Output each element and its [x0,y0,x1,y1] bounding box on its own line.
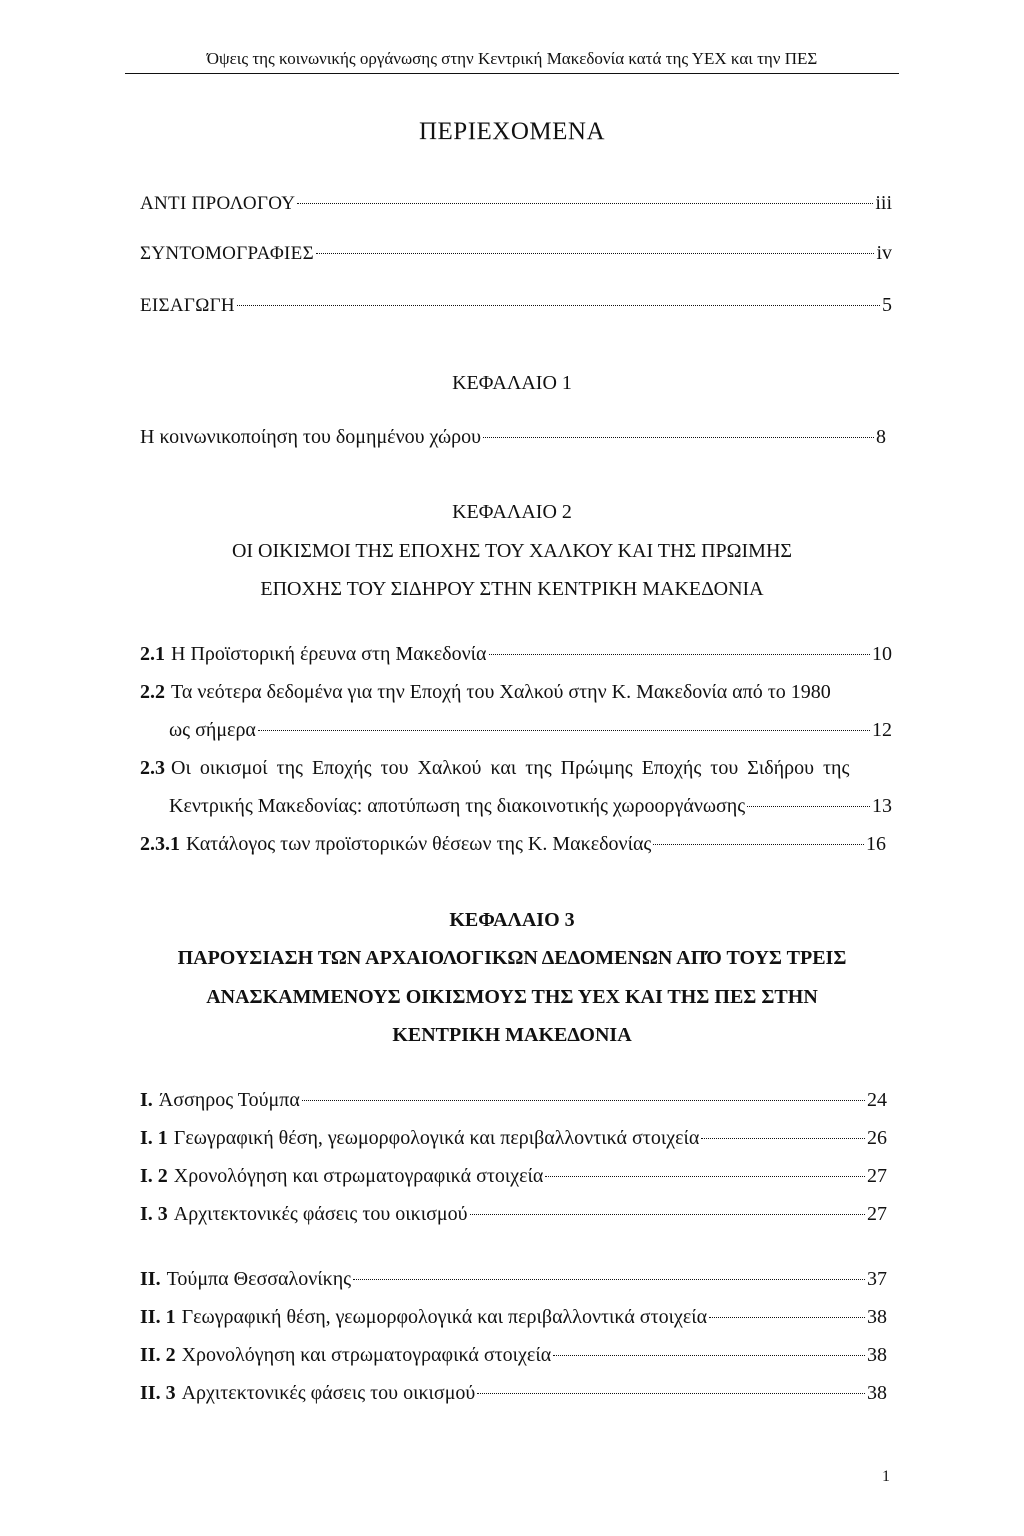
dot-leader [353,1279,865,1280]
toc-entry[interactable] [140,1342,887,1368]
dot-leader [489,654,870,655]
toc-entry-page: 24 [867,1089,887,1111]
toc-entry-number: II. [140,1268,161,1290]
toc-entry-number: II. 2 [140,1344,176,1366]
toc-entry-page: iii [875,192,892,214]
dot-leader [316,253,874,254]
toc-entry-label: Αρχιτεκτονικές φάσεις του οικισμού [181,1382,476,1404]
toc-entry-label-line1: Τα νεότερα δεδομένα για την Εποχή του Χαλκού στην Κ. Μακεδονία από το 1980 [171,681,831,703]
toc-entry-number: 2.2 [140,681,165,703]
toc-entry-label: ΣΥΝΤΟΜΟΓΡΑΦΙΕΣ [140,243,314,264]
toc-entry-number: I. 3 [140,1203,168,1225]
chapter-title-line: ΚΕΝΤΡΙΚΗ ΜΑΚΕΔΟΝΙΑ [392,1024,632,1046]
toc-entry-label: Αρχιτεκτονικές φάσεις του οικισμού [173,1203,468,1225]
toc-entry-page: 37 [867,1268,887,1290]
dot-leader [477,1393,865,1394]
toc-entry-number: I. 1 [140,1127,168,1149]
toc-entry-page: 26 [867,1127,887,1149]
toc-entry-label: Κεντρικής Μακεδονίας: αποτύπωση της διακοινοτικής χωροοργάνωσης [169,795,746,817]
toc-entry-label: Γεωγραφική θέση, γεωμορφολογικά και περιβαλλοντικά στοιχεία [173,1127,700,1149]
dot-leader [237,305,880,306]
toc-entry-number: 2.3 [140,757,165,779]
dot-leader [470,1214,865,1215]
toc-entry-label: Χρονολόγηση και στρωματογραφικά στοιχεία [181,1344,552,1366]
toc-entry[interactable] [169,717,892,743]
toc-entry-page: 38 [867,1344,887,1366]
dot-leader [258,730,870,731]
toc-entry-label: Η κοινωνικοποίηση του δομημένου χώρου [140,426,482,448]
toc-entry-number: II. 3 [140,1382,176,1404]
toc-entry-page: 16 [866,833,886,855]
dot-leader [297,203,873,204]
toc-entry-page: 12 [872,719,892,741]
toc-entry-page: 38 [867,1306,887,1328]
toc-entry-page: 5 [882,294,892,316]
toc-entry-label-line1: Οι οικισμοί της Εποχής του Χαλκού και της Πρώιμης Εποχής του Σιδήρου της [171,757,850,779]
running-header: Όψεις της κοινωνικής οργάνωσης στην Κεντρική Μακεδονία κατά της ΥΕΧ και την ΠΕΣ [125,48,899,74]
toc-entry[interactable] [140,641,892,667]
chapter-heading: ΚΕΦΑΛΑΙΟ 1 [452,372,572,394]
chapter-heading: ΚΕΦΑΛΑΙΟ 3 [449,909,575,931]
chapter-title-line: ΕΠΟΧΗΣ ΤΟΥ ΣΙΔΗΡΟΥ ΣΤΗΝ ΚΕΝΤΡΙΚΗ ΜΑΚΕΔΟΝΙΑ [260,578,764,600]
dot-leader [701,1138,865,1139]
toc-entry[interactable] [140,1125,887,1151]
toc-entry-first-line[interactable] [140,679,894,705]
toc-entry[interactable] [140,1163,887,1189]
dot-leader [483,437,874,438]
toc-entry-number: 2.1 [140,643,165,665]
toc-entry-label: ΕΙΣΑΓΩΓΗ [140,295,235,316]
chapter-title-line: ΟΙ ΟΙΚΙΣΜΟΙ ΤΗΣ ΕΠΟΧΗΣ ΤΟΥ ΧΑΛΚΟΥ ΚΑΙ ΤΗΣ ΠΡΩΙΜΗΣ [231,540,793,562]
chapter-title-line: ΑΝΑΣΚΑΜΜΕΝΟΥΣ ΟΙΚΙΣΜΟΥΣ ΤΗΣ ΥΕΧ ΚΑΙ ΤΗΣ ΠΕΣ ΣΤΗΝ [206,986,818,1008]
toc-entry[interactable] [140,1087,887,1113]
dot-leader [747,806,870,807]
toc-entry[interactable] [140,190,892,217]
page-number: 1 [882,1468,890,1485]
toc-entry-label: ΑΝΤΙ ΠΡΟΛΟΓΟΥ [140,193,296,214]
toc-entry-page: 8 [876,426,886,448]
toc-entry-label: Η Προϊστορική έρευνα στη Μακεδονία [171,643,487,665]
toc-entry-page: 10 [872,643,892,665]
toc-title: ΠΕΡΙΕΧΟΜΕΝΑ [418,118,606,145]
dot-leader [545,1176,865,1177]
toc-entry-number: II. 1 [140,1306,176,1328]
toc-entry-label: Χρονολόγηση και στρωματογραφικά στοιχεία [173,1165,544,1187]
toc-entry[interactable] [140,292,892,319]
toc-entry-page: 13 [872,795,892,817]
toc-entry-number: 2.3.1 [140,833,180,855]
dot-leader [302,1100,865,1101]
toc-entry[interactable] [140,1266,887,1292]
dot-leader [553,1355,865,1356]
toc-entry[interactable] [140,1380,887,1406]
toc-entry[interactable] [140,831,886,857]
dot-leader [653,844,864,845]
toc-entry-number: I. [140,1089,153,1111]
dot-leader [709,1317,865,1318]
toc-entry-label: Κατάλογος των προϊστορικών θέσεων της Κ. Μακεδονίας [186,833,652,855]
toc-entry-page: 27 [867,1165,887,1187]
chapter-heading: ΚΕΦΑΛΑΙΟ 2 [452,501,572,523]
toc-entry[interactable] [140,424,886,450]
chapter-title-line: ΠΑΡΟΥΣΙΑΣΗ ΤΩΝ ΑΡΧΑΙΟΛΟΓΙΚΩΝ ΔΕΔΟΜΕΝΩΝ ΑΠΌ ΤΟΥΣ ΤΡΕΙΣ [177,947,847,969]
toc-entry[interactable] [140,1304,887,1330]
toc-entry-label: Τούμπα Θεσσαλονίκης [166,1268,352,1290]
toc-entry[interactable] [140,240,892,267]
toc-entry-page: 38 [867,1382,887,1404]
toc-entry-label: Γεωγραφική θέση, γεωμορφολογικά και περιβαλλοντικά στοιχεία [181,1306,708,1328]
toc-entry-page: 27 [867,1203,887,1225]
toc-entry-label: Άσσηρος Τούμπα [158,1089,300,1111]
toc-entry[interactable] [140,1201,887,1227]
toc-entry[interactable] [169,793,892,819]
toc-entry-label: ως σήμερα [169,719,256,741]
toc-entry-number: I. 2 [140,1165,168,1187]
toc-entry-page: iv [876,242,892,264]
toc-entry-first-line[interactable] [140,755,896,781]
